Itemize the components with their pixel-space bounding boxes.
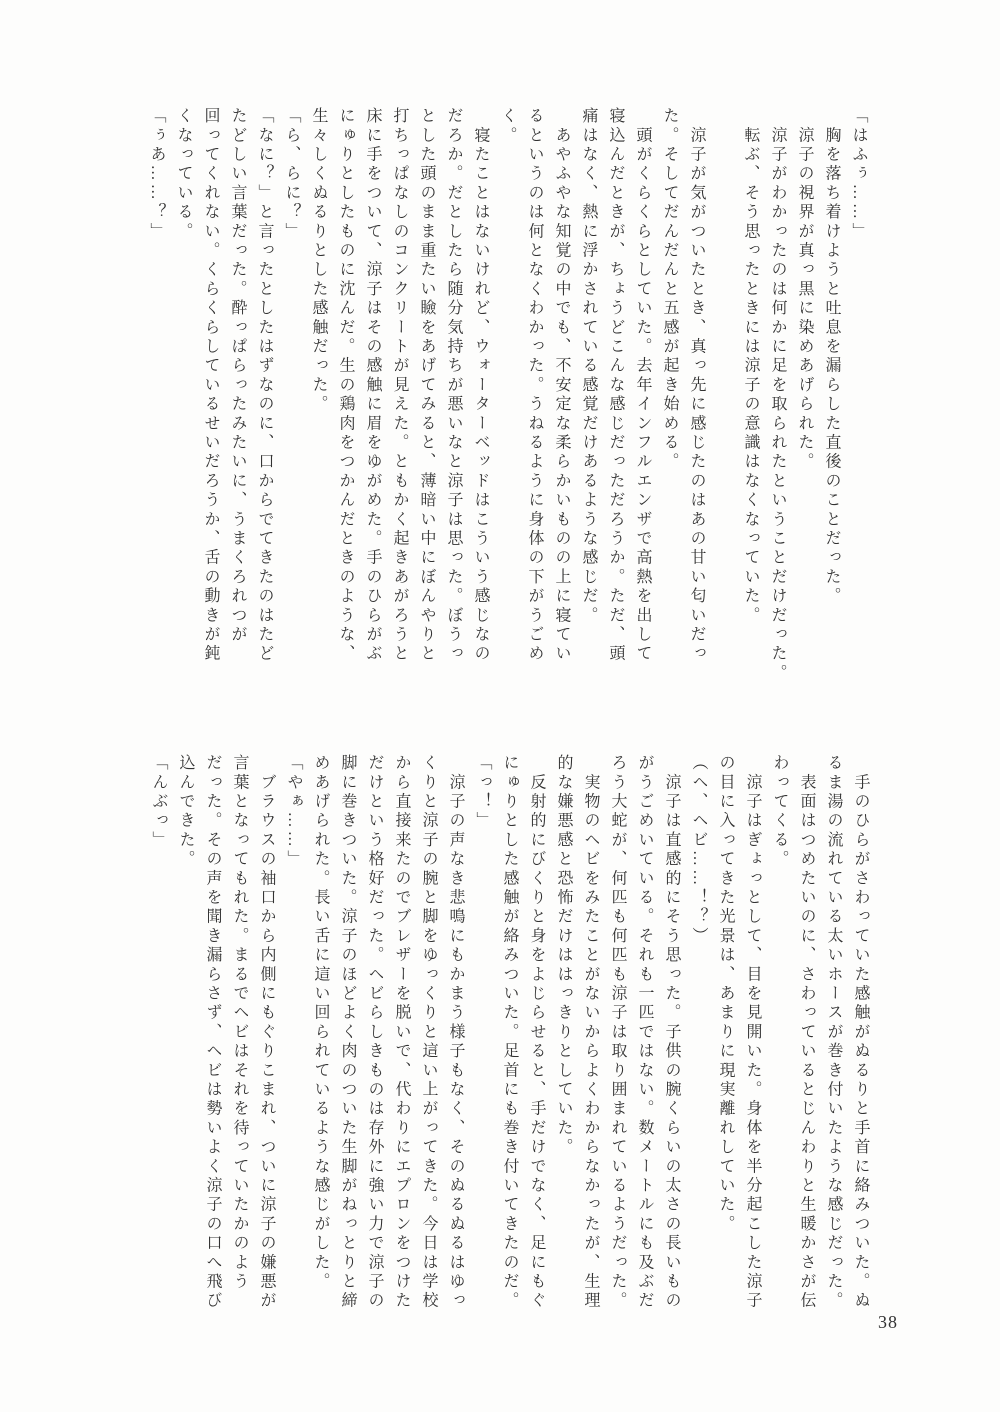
- text-column: く。: [499, 107, 516, 146]
- text-column: 転ぶ、そう思ったときには涼子の意識はなくなっていた。: [742, 107, 759, 626]
- text-column: [710, 107, 737, 679]
- text-column: 「んぶっ」: [150, 754, 167, 850]
- text-column: 寝込んだときが、ちょうどこんな感じだっただろうか。ただ、頭: [607, 107, 624, 664]
- text-column: 生々しくぬるりとした感触だった。: [310, 107, 327, 415]
- page-number: 38: [878, 1312, 898, 1332]
- text-column: 「ら、らに？」: [283, 107, 300, 242]
- text-column: 「やぁ……」: [285, 754, 302, 870]
- text-column: 痛はなく、熱に浮かされている感覚だけあるような感じだ。: [580, 107, 597, 626]
- text-column: 涼子の声なき悲鳴にもかまう様子もなく、そのぬるぬるはゆっ: [447, 754, 464, 1311]
- text-column: （ヘ、ヘビ……！？）: [690, 754, 707, 946]
- text-block-top: [142, 107, 872, 683]
- text-column: 頭がくらくらとしていた。去年インフルエンザで高熱を出して: [634, 107, 651, 664]
- text-column: るま湯の流れている太いホースが巻き付いたような感じだった。: [825, 754, 842, 1311]
- text-column: だろか。だとしたら随分気持ちが悪いなと涼子は思った。ぼうっ: [445, 107, 462, 664]
- text-column: 床に手をついて、涼子はその感触に眉をゆがめた。手のひらがぶ: [364, 107, 381, 664]
- text-column: 脚に巻きついた。涼子のほどよく肉のついた生脚がねっとりと締: [339, 754, 356, 1311]
- text-column: にゅりとした感触が絡みついた。足首にも巻き付いてきたのだ。: [501, 754, 518, 1311]
- text-block-bottom: [144, 754, 874, 1314]
- text-column: 回ってくれない。くらくらしているせいだろうか、舌の動きが鈍: [202, 107, 219, 664]
- text-column: めあげられた。長い舌に這い回られているような感じがした。: [312, 754, 329, 1292]
- text-column: 胸を落ち着けようと吐息を漏らした直後のことだった。: [823, 107, 840, 607]
- text-column: た。そしてだんだんと五感が起き始める。: [661, 107, 678, 472]
- text-column: ブラウスの袖口から内側にもぐりこまれ、ついに涼子の嫌悪が: [258, 754, 275, 1311]
- text-column: 打ちっぱなしのコンクリートが見えた。ともかく起きあがろうと: [391, 107, 408, 664]
- text-column: 込んできた。: [177, 754, 194, 870]
- text-column: から直接来たのでブレザーを脱いで、代わりにエプロンをつけた: [393, 754, 410, 1311]
- text-column: 涼子がわかったのは何かに足を取られたということだけだった。: [769, 107, 786, 683]
- text-column: あやふやな知覚の中でも、不安定な柔らかいものの上に寝てい: [553, 107, 570, 664]
- text-column: 反射的にびくりと身をよじらせると、手だけでなく、足にもぐ: [528, 754, 545, 1311]
- text-column: たどしい言葉だった。酔っぱらったみたいに、うまくろれつが: [229, 107, 246, 645]
- text-column: くりと涼子の腕と脚をゆっくりと這い上がってきた。今日は学校: [420, 754, 437, 1311]
- text-column: るというのは何となくわかった。うねるように身体の下がうごめ: [526, 107, 543, 664]
- text-column: 「ぅあ……？」: [148, 107, 165, 242]
- text-column: 涼子は直感的にそう思った。子供の腕くらいの太さの長いもの: [663, 754, 680, 1311]
- text-column: だけという格好だった。ヘビらしきものは存外に強い力で涼子の: [366, 754, 383, 1311]
- text-column: 的な嫌悪感と恐怖だけははっきりとしていた。: [555, 754, 572, 1158]
- text-column: 実物のヘビをみたことがないからよくわからなかったが、生理: [582, 754, 599, 1311]
- text-column: だった。その声を聞き漏らさず、ヘビは勢いよく涼子の口へ飛び: [204, 754, 221, 1311]
- text-column: 表面はつめたいのに、さわっているとじんわりと生暖かさが伝: [798, 754, 815, 1311]
- text-column: 手のひらがさわっていた感触がぬるりと手首に絡みついた。ぬ: [852, 754, 869, 1311]
- text-column: がうごめいている。それも一匹ではない。数メートルにも及ぶだ: [636, 754, 653, 1311]
- text-column: 涼子が気がついたとき、真っ先に感じたのはあの甘い匂いだっ: [688, 107, 705, 664]
- text-column: 「っ！」: [474, 754, 491, 831]
- text-column: 言葉となってもれた。まるでヘビはそれを待っていたかのよう: [231, 754, 248, 1292]
- text-column: わってくる。: [771, 754, 788, 870]
- text-column: 涼子はぎょっとして、目を見開いた。身体を半分起こした涼子: [744, 754, 761, 1311]
- text-column: 「はふぅ……」: [850, 107, 867, 242]
- text-column: 「なに？」と言ったとしたはずなのに、口からでてきたのはたど: [256, 107, 273, 664]
- text-column: とした頭のまま重たい瞼をあげてみると、薄暗い中にぼんやりと: [418, 107, 435, 664]
- text-column: 寝たことはないけれど、ウォーターベッドはこういう感じなの: [472, 107, 489, 664]
- text-column: 涼子の視界が真っ黒に染めあげられた。: [796, 107, 813, 472]
- text-column: ろう大蛇が、何匹も何匹も涼子は取り囲まれているようだった。: [609, 754, 626, 1311]
- text-column: くなっている。: [175, 107, 192, 242]
- text-column: の目に入ってきた光景は、あまりに現実離れしていた。: [717, 754, 734, 1234]
- text-column: にゅりとしたものに沈んだ。生の鶏肉をつかんだときのような、: [337, 107, 354, 664]
